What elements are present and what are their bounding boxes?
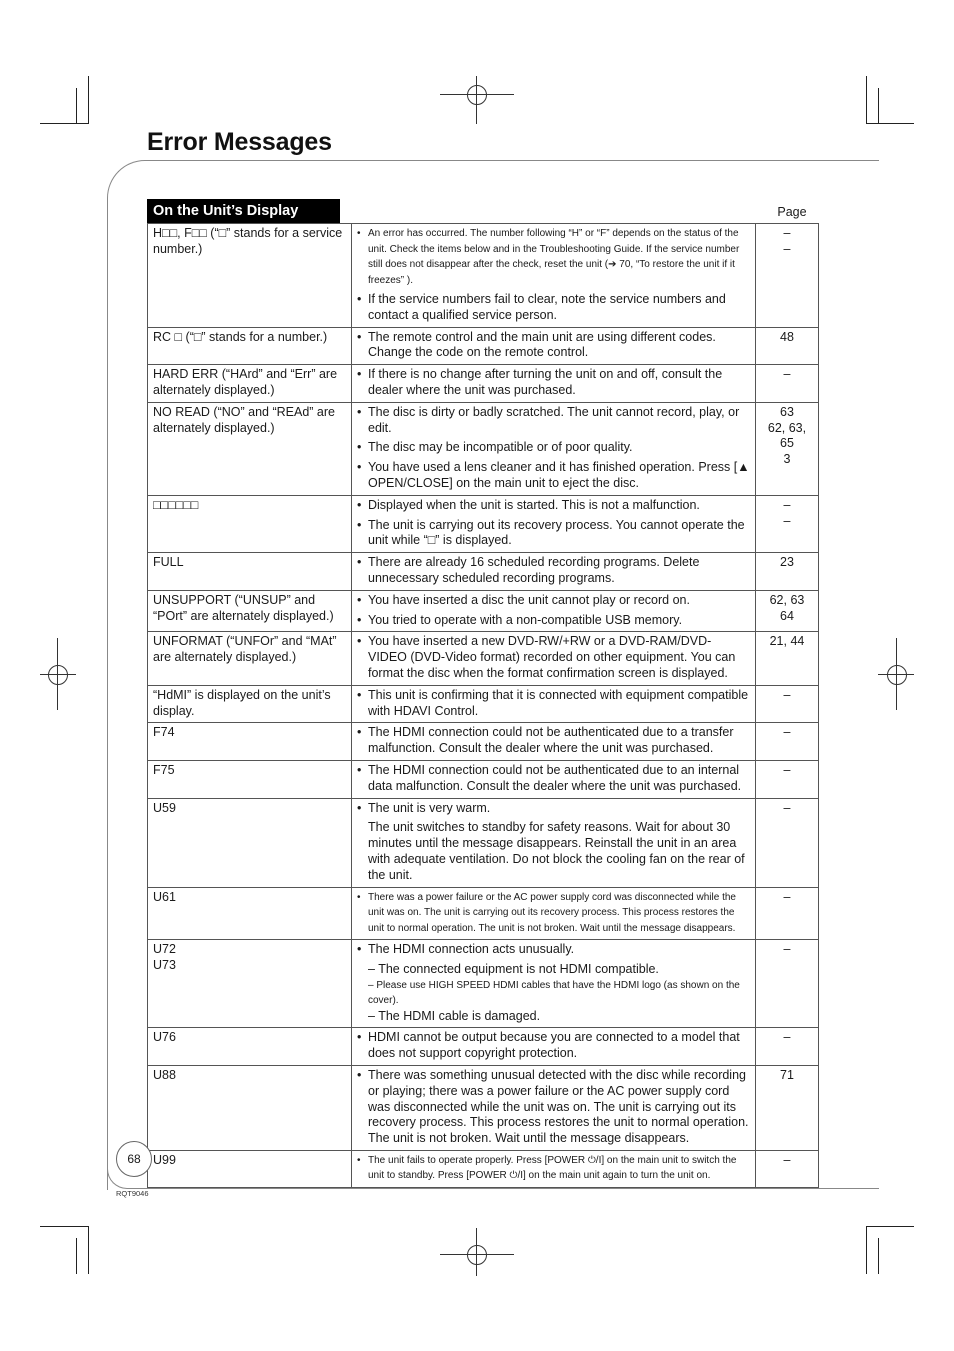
error-description-cell — [352, 1028, 756, 1066]
error-code-cell — [148, 1150, 352, 1187]
description-bullet: • You tried to operate with a non-compatible USB memory. — [357, 613, 750, 629]
error-description-cell — [352, 798, 756, 887]
page-reference: 21, 44 — [769, 634, 805, 649]
error-code-cell — [148, 1028, 352, 1066]
description-bullet: • This unit is confirming that it is connected with equipment compatible with HDAVI Control. — [357, 688, 750, 720]
table-row — [148, 723, 819, 761]
description-bullet: • The disc is dirty or badly scratched. The unit cannot record, play, or edit. — [357, 405, 750, 437]
error-code-cell — [148, 327, 352, 365]
description-bullet: • An error has occurred. The number following “H” or “F” depends on the status of the unit. Check the items below and in the Troubleshooting Guide. If the service number still does not disappear after the check, reset the unit (➔ 70, “To restore the unit if it freezes” ). — [357, 226, 750, 288]
error-code: F75 — [153, 762, 175, 777]
error-description-cell — [352, 365, 756, 403]
page-reference-cell — [756, 760, 819, 798]
page-reference-cell — [756, 632, 819, 685]
document-code: RQT9046 — [116, 1189, 149, 1198]
description-bullet: • The HDMI connection could not be authenticated due to a transfer malfunction. Consult the dealer where the unit was purchased. — [357, 725, 750, 757]
page-reference-cell — [756, 495, 819, 552]
page-reference-cell — [756, 685, 819, 723]
table-row — [148, 798, 819, 887]
section-heading: On the Unit’s Display — [147, 199, 340, 223]
error-code: U72 U73 — [153, 942, 176, 972]
page-reference: 62, 63 — [769, 592, 805, 607]
table-row — [148, 327, 819, 365]
page-reference-cell — [756, 1028, 819, 1066]
error-code-cell — [148, 402, 352, 495]
table-row — [148, 1065, 819, 1150]
page-reference: – — [783, 687, 791, 702]
error-description-cell — [352, 1150, 756, 1187]
description-bullet: • You have inserted a new DVD-RW/+RW or a DVD-RAM/DVD-VIDEO (DVD-Video format) recorded on other equipment. You can format the disc when the format confirmation screen is displayed. — [357, 634, 750, 681]
page-reference: – — [783, 241, 791, 256]
table-row — [148, 590, 819, 632]
error-code-cell — [148, 495, 352, 552]
error-description-cell — [352, 327, 756, 365]
description-bullet: • There was something unusual detected with the disc while recording or playing; there was a power failure or the AC power supply cord was disconnected while the unit was on. The unit is carrying out its recovery process. This process restores the unit to normal operation. The unit is not broken. Wait until the message disappears. — [357, 1068, 750, 1147]
error-code: U99 — [153, 1152, 176, 1167]
error-code: “HdMI” is displayed on the unit’s display. — [153, 687, 331, 718]
description-bullet: • Displayed when the unit is started. This is not a malfunction. — [357, 498, 750, 514]
error-code: UNFORMAT (“UNFOr” and “MAt” are alternately displayed.) — [153, 634, 337, 665]
description-bullet: • The unit fails to operate properly. Press [POWER ⏻/I] on the main unit to switch the unit to standby. Press [POWER ⏻/I] on the main unit again to turn the unit on. — [357, 1153, 750, 1184]
description-note: – Please use HIGH SPEED HDMI cables that have the HDMI logo (as shown on the cover). — [368, 979, 740, 1007]
page-reference: 23 — [780, 555, 794, 570]
error-code-cell — [148, 723, 352, 761]
error-description-cell — [352, 632, 756, 685]
description-bullet: • The remote control and the main unit are using different codes. Change the code on the remote control. — [357, 330, 750, 362]
page-reference: 48 — [780, 329, 794, 344]
error-code-cell — [148, 940, 352, 1028]
error-description-cell — [352, 685, 756, 723]
error-description-cell — [352, 723, 756, 761]
error-code-cell — [148, 685, 352, 723]
page-number: 68 — [116, 1141, 152, 1177]
page-reference-cell — [756, 1065, 819, 1150]
page-reference: – — [783, 942, 791, 956]
page-reference: – — [783, 513, 791, 528]
table-row — [148, 940, 819, 1028]
description-bullet: • If the service numbers fail to clear, note the service numbers and contact a qualified service person. — [357, 292, 750, 324]
page-reference: – — [783, 497, 791, 512]
table-row — [148, 632, 819, 685]
page-reference-cell — [756, 553, 819, 591]
page-reference-cell — [756, 365, 819, 403]
page-reference-cell — [756, 402, 819, 495]
error-code: H□□, F□□ (“□” stands for a service number.) — [153, 226, 343, 256]
page-reference: 62, 63, 65 — [767, 420, 807, 451]
page-reference-cell — [756, 327, 819, 365]
error-code-cell — [148, 1065, 352, 1150]
page-reference: – — [783, 762, 791, 777]
table-row — [148, 553, 819, 591]
description-bullet: • The disc may be incompatible or of poor quality. — [357, 440, 750, 456]
error-messages-table — [147, 223, 819, 1188]
description-bullet: • The HDMI connection could not be authenticated due to an internal data malfunction. Consult the dealer where the unit was purchased. — [357, 763, 750, 795]
error-description-cell — [352, 590, 756, 632]
table-row — [148, 1028, 819, 1066]
description-bullet: • The unit is very warm. — [357, 801, 750, 817]
description-bullet: • There was a power failure or the AC power supply cord was disconnected while the unit was on. The unit is carrying out its recovery process. This process restores the unit to normal operation. The unit is not broken. Wait until the message disappears. — [357, 890, 750, 937]
error-code-cell — [148, 224, 352, 328]
page-reference: 64 — [780, 608, 794, 623]
error-code: U61 — [153, 889, 176, 904]
error-code: NO READ (“NO” and “REAd” are alternately displayed.) — [153, 404, 335, 435]
page-title: Error Messages — [147, 128, 332, 156]
error-description-cell — [352, 940, 756, 1028]
description-bullet: • If there is no change after turning the unit on and off, consult the dealer where the unit was purchased. — [357, 367, 750, 399]
error-code: U76 — [153, 1030, 176, 1045]
page-reference: 3 — [783, 452, 791, 467]
description-bullet: • You have used a lens cleaner and it has finished operation. Press [▲ OPEN/CLOSE] on the main unit to eject the disc. — [357, 460, 750, 492]
description-bullet: • The HDMI connection acts unusually. — [357, 942, 750, 958]
page-reference: 63 — [780, 404, 794, 419]
page-reference: – — [783, 725, 791, 740]
description-bullet: • The unit is carrying out its recovery process. You cannot operate the unit while “□” is displayed. — [357, 518, 750, 550]
page-reference-cell — [756, 798, 819, 887]
page-reference-cell — [756, 224, 819, 328]
error-description-cell — [352, 887, 756, 940]
description-bullet: • You have inserted a disc the unit cannot play or record on. — [357, 593, 750, 609]
page-reference-cell — [756, 1150, 819, 1187]
page-reference: 71 — [780, 1067, 794, 1082]
page-reference-cell — [756, 723, 819, 761]
table-row — [148, 1150, 819, 1187]
error-code-cell — [148, 365, 352, 403]
page-reference-cell — [756, 887, 819, 940]
error-description-cell — [352, 760, 756, 798]
error-code-cell — [148, 590, 352, 632]
description-note: – The HDMI cable is damaged. — [368, 1008, 541, 1023]
error-code: UNSUPPORT (“UNSUP” and “POrt” are alternately displayed.) — [153, 592, 334, 623]
table-row — [148, 495, 819, 552]
page-reference: – — [783, 226, 791, 240]
page-reference: – — [783, 1152, 791, 1167]
error-code-cell — [148, 632, 352, 685]
description-bullet: • There are already 16 scheduled recording programs. Delete unnecessary scheduled recording programs. — [357, 555, 750, 587]
page-reference: – — [783, 889, 791, 904]
error-code-cell — [148, 798, 352, 887]
description-note: – The connected equipment is not HDMI compatible. — [368, 961, 659, 976]
error-code: FULL — [153, 555, 184, 570]
table-row — [148, 887, 819, 940]
error-code: □□□□□□ — [153, 497, 199, 512]
description-bullet: • HDMI cannot be output because you are connected to a model that does not support copyright protection. — [357, 1030, 750, 1062]
page-reference: – — [783, 1030, 791, 1045]
page-column-label: Page — [777, 205, 807, 219]
table-row — [148, 685, 819, 723]
table-row — [148, 402, 819, 495]
error-code: HARD ERR (“HArd” and “Err” are alternately displayed.) — [153, 367, 338, 397]
error-description-cell — [352, 224, 756, 328]
error-code-cell — [148, 760, 352, 798]
page-reference-cell — [756, 940, 819, 1028]
error-code: RC □ (“□” stands for a number.) — [153, 329, 328, 344]
table-row — [148, 224, 819, 328]
error-code-cell — [148, 887, 352, 940]
error-code: U59 — [153, 800, 176, 815]
error-description-cell — [352, 1065, 756, 1150]
frame-left-border — [107, 200, 108, 1190]
page-reference-cell — [756, 590, 819, 632]
table-row — [148, 760, 819, 798]
error-description-cell — [352, 495, 756, 552]
error-description-cell — [352, 402, 756, 495]
page-reference: – — [783, 367, 791, 382]
description-note: The unit switches to standby for safety reasons. Wait for about 30 minutes until the message disappears. Reinstall the unit in an area with adequate ventilation. Do not block the cooling fan on the rear of the unit. — [368, 820, 745, 882]
table-row — [148, 365, 819, 403]
error-code: U88 — [153, 1067, 176, 1082]
error-code: F74 — [153, 725, 175, 740]
error-description-cell — [352, 553, 756, 591]
page-reference: – — [783, 800, 791, 815]
error-code-cell — [148, 553, 352, 591]
